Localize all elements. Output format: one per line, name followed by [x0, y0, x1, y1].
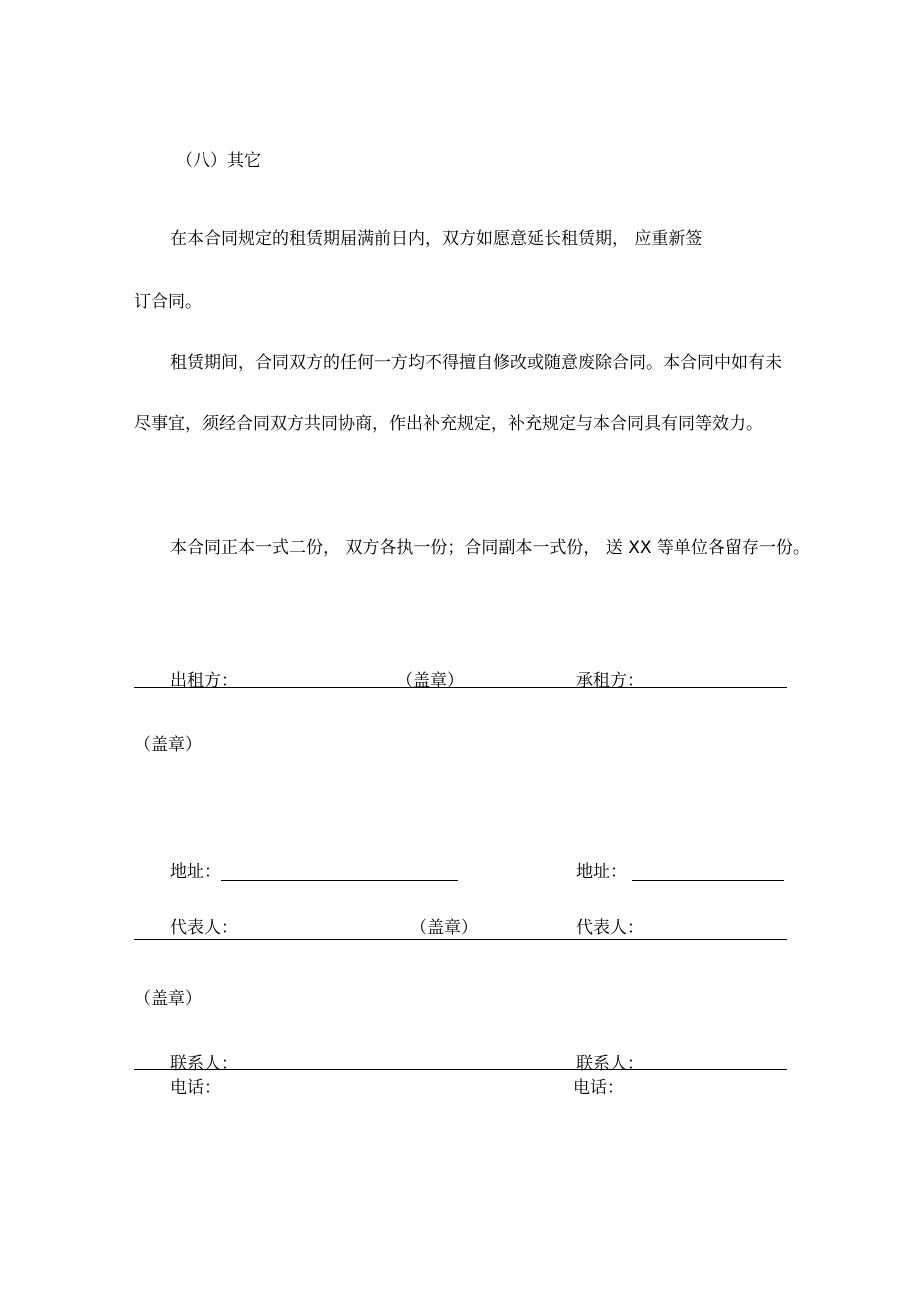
- rep-left-label: 代表人：: [170, 918, 238, 938]
- lessee-seal: （盖章）: [134, 735, 202, 755]
- paragraph-3: 本合同正本一式二份， 双方各执一份；合同副本一式份， 送 XX 等单位各留存一份。: [170, 538, 810, 558]
- paragraph-2-line-1: 租赁期间，合同双方的任何一方均不得擅自修改或随意废除合同。本合同中如有未: [170, 353, 782, 373]
- signature-line-1: [134, 687, 787, 688]
- contact-right-label: 联系人：: [576, 1054, 644, 1074]
- rep-left-seal: （盖章）: [410, 918, 478, 938]
- paragraph-1-line-2: 订合同。: [134, 292, 202, 312]
- address-right-label: 地址：: [576, 862, 627, 882]
- signature-line-2: [134, 939, 787, 940]
- signature-line-3: [134, 1069, 787, 1070]
- address-left-line: [221, 880, 458, 881]
- lessee-label: 承租方：: [576, 671, 644, 691]
- paragraph-2-line-2: 尽事宜，须经合同双方共同协商，作出补充规定，补充规定与本合同具有同等效力。: [134, 414, 763, 434]
- phone-right-label: 电话：: [573, 1078, 624, 1098]
- address-right-line: [632, 880, 784, 881]
- rep-right-seal: （盖章）: [134, 989, 202, 1009]
- lessor-label: 出租方：: [170, 671, 238, 691]
- rep-right-label: 代表人：: [576, 918, 644, 938]
- section-heading: （八）其它: [176, 151, 261, 171]
- paragraph-1-line-1: 在本合同规定的租赁期届满前日内，双方如愿意延长租赁期， 应重新签: [170, 229, 703, 249]
- contact-left-label: 联系人：: [170, 1054, 238, 1074]
- phone-left-label: 电话：: [170, 1078, 221, 1098]
- address-left-label: 地址：: [170, 862, 221, 882]
- lessor-seal: （盖章）: [396, 671, 464, 691]
